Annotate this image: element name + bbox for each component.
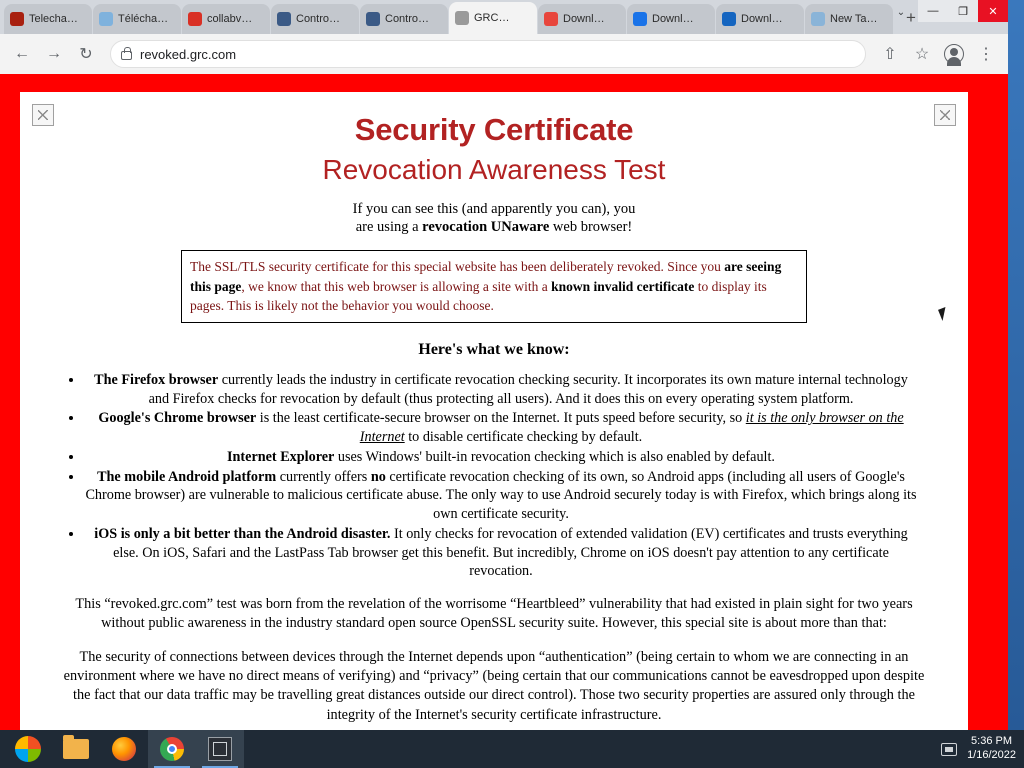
tab-label: GRC… [474,12,510,24]
intro-text [20,200,968,236]
section-heading: Here's what we know: [418,340,570,358]
tab-collabvm[interactable] [182,4,270,34]
start-button[interactable] [4,730,52,768]
tab-label: Telecha… [29,13,78,25]
forward-icon[interactable]: → [46,45,62,62]
facts-list [20,371,968,581]
control2-icon [366,12,380,26]
telecharger-icon [10,12,24,26]
clock-time: 5:36 PM [971,735,1013,748]
bullet-text: uses Windows' built-in revocation checking which is also enabled by default. [334,448,775,465]
bullet-bold-2: no [370,468,386,485]
revocation-warning-box [181,250,807,323]
paragraph: This “revoked.grc.com” test was born from the revelation of the worrisome “Heartbleed” vulnerability that had existed in plain sight for two years without public awareness in the industry standard open source OpenSSL security suite. However, this special site is about more than that: [75,596,913,632]
avatar-icon [944,44,964,64]
bullet-lead: The Firefox browser [94,371,219,388]
tab-telecharger-2[interactable] [93,4,181,34]
windows-logo-icon [15,736,41,762]
tab-grc[interactable] [449,2,537,34]
body-paragraphs [20,595,968,725]
tab-download-1[interactable] [538,4,626,34]
bullet-italic: it is the only browser on the Internet [359,410,904,446]
lock-icon [121,51,132,60]
bookmark-star-icon[interactable]: ☆ [914,46,930,63]
warning-part-2: , we know that this web browser is allowing a site with a [241,278,552,294]
bullet-lead: Google's Chrome browser [98,410,257,427]
back-icon[interactable]: ← [14,45,30,62]
warning-part-3: to display its pages. This is likely not the behavior you would choose. [190,278,767,314]
system-tray [941,735,1024,763]
bullet-lead: Internet Explorer [227,448,335,465]
bullet-lead: iOS is only a bit better than the Android disaster. [94,525,391,542]
newtab-icon [811,12,825,26]
broken-image-right-icon [934,104,956,126]
paragraph: The security of connections between devices through the Internet depends upon “authentication” (being certain to whom we are connecting in an environment where we have no direct means of verifying) and “privacy” (being certain that our communications cannot be eavesdropped upon despite the fact that our data traffic may be travelling great distances outside our direct control). Those two security properties are assured only through the integrity of the Internet's security certificate infrastructure. [63,648,925,723]
tab-label: New Ta… [830,13,878,25]
page-subtitle: Revocation Awareness Test [322,154,666,185]
profile-avatar[interactable] [940,40,968,68]
folder-icon [63,739,89,759]
grc-icon [455,11,469,25]
bullet-text-2: to disable certificate checking by default. [404,429,643,446]
close-button[interactable]: ✕ [978,0,1008,22]
list-item [84,371,918,408]
tab-new-tab-page[interactable] [805,4,893,34]
download-blue-icon [633,12,647,26]
display-icon[interactable] [941,743,957,756]
tab-label: Contro… [385,13,430,25]
list-item [84,525,918,581]
windows-taskbar [0,730,1024,768]
web-page-content [20,92,968,734]
bullet-text: currently leads the industry in certificate revocation checking security. It incorporates its own mature internal technology and Firefox checks for revocation by default (thus protecting all users). And it does this on every operating system platform. [148,371,908,407]
tab-label: Contro… [296,13,341,25]
warning-bold-1: are seeing this page [190,259,782,294]
telecharger2-icon [99,12,113,26]
maximize-button[interactable]: ❐ [948,0,978,22]
intro-line-1: If you can see this (and apparently you can), you [352,201,636,217]
intro-line-2-suffix: web browser! [549,219,633,236]
collabvm-icon [188,12,202,26]
warning-part-1: The SSL/TLS security certificate for this special website has been deliberately revoked. Since you [190,259,725,275]
bullet-text-2: certificate revocation checking of its own, so Android apps (including all users of Google's Chrome browser) are vulnerable to malicious certificate abuse. The only way to use Android securely today is with Firefox, which brings along its own certificate security. [85,468,917,523]
page-title: Security Certificate [354,112,634,147]
address-bar[interactable] [110,40,866,68]
reload-icon[interactable]: ↻ [79,46,93,63]
tab-search-chevron-down-icon[interactable]: ⌄ [896,6,906,18]
chrome-menu-icon[interactable]: ⋮ [978,46,994,63]
tab-download-3[interactable] [716,4,804,34]
tab-label: collabv… [207,13,253,25]
tab-label: Downl… [652,13,694,25]
control-icon [277,12,291,26]
list-item [84,409,918,446]
firefox-button[interactable] [100,730,148,768]
bullet-text: currently offers [276,468,371,485]
tab-control-1[interactable] [271,4,359,34]
page-viewport [0,74,1008,730]
download-red-icon [544,12,558,26]
intro-line-2-prefix: are using a [355,219,423,236]
list-item [84,468,918,524]
box-icon [208,737,232,761]
tab-label: Downl… [741,13,783,25]
tab-strip [0,0,1008,34]
clock[interactable] [967,735,1016,763]
chrome-button[interactable] [148,730,196,768]
tab-label: Downl… [563,13,605,25]
tab-control-2[interactable] [360,4,448,34]
tab-telecharger-1[interactable] [4,4,92,34]
desktop-background-right [1008,0,1024,730]
minimize-button[interactable]: — [918,0,948,22]
bullet-text: It only checks for revocation of extended validation (EV) certificates and trusts everything else. On iOS, Safari and the LastPass Tab browser get this benefit. But incredibly, Chrome on iOS doesn't pay attention to any certificate revocation. [113,525,908,580]
firefox-icon [112,737,136,761]
bullet-text: is the least certificate-secure browser on the Internet. It puts speed before security, so [256,410,746,427]
broken-image-left-icon [32,104,54,126]
browser-toolbar [0,34,1008,74]
warning-bold-2: known invalid certificate [551,278,695,294]
window-controls [918,0,1008,22]
url-text: revoked.grc.com [140,46,237,62]
bullet-lead: The mobile Android platform [97,468,277,485]
clock-date: 1/16/2022 [967,749,1016,761]
list-item [84,448,918,467]
download-dark-icon [722,12,736,26]
share-icon[interactable]: ⇧ [883,46,897,63]
tab-label: Télécha… [118,13,169,25]
tab-download-2[interactable] [627,4,715,34]
file-explorer-button[interactable] [52,730,100,768]
intro-line-2-emphasis: revocation UNaware [422,219,550,236]
chrome-icon [160,737,184,761]
new-tab-button[interactable]: + [906,8,916,27]
virtualbox-button[interactable] [196,730,244,768]
